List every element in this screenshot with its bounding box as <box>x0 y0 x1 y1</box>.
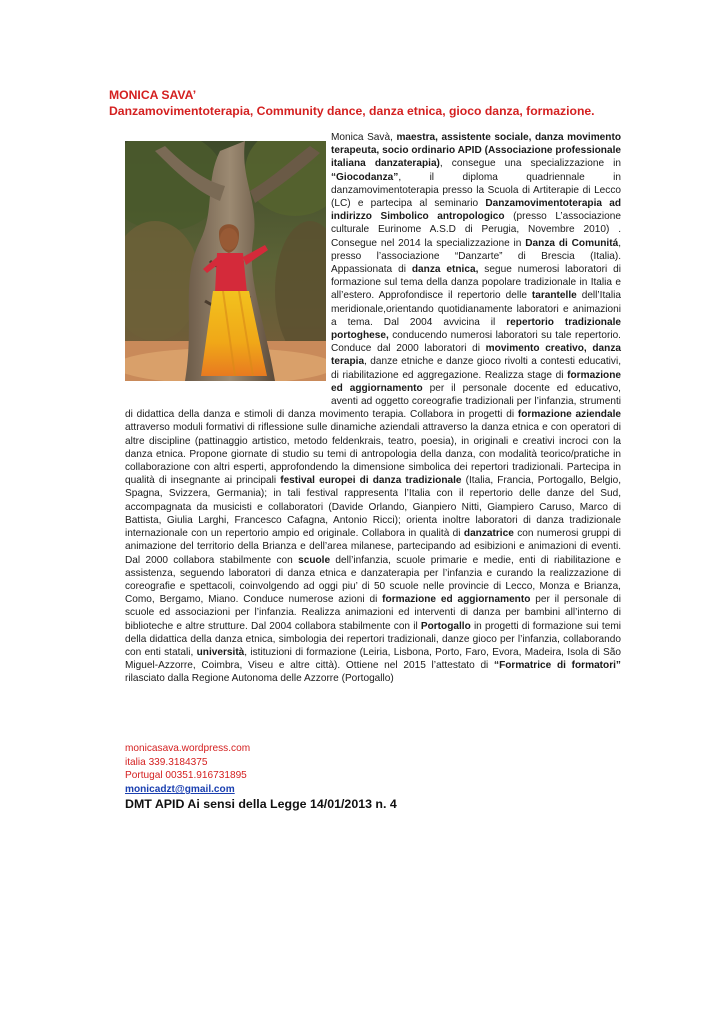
legal-note: DMT APID Ai sensi della Legge 14/01/2013 n. 4 <box>125 797 397 811</box>
bio-text-run: attraverso moduli formativi di riflessione sulle dinamiche aziendali attraverso la danza etnica e con operatori di altre discipline (pattinaggio artistico, metodo feldenkrais, teatro, poesia), in originali e creativi incroci con la danza etnica. Propone giornate di studio su temi di antropologia della danza, con modalità teorico/pratiche in collaborazione con altri esperti, approfondendo la dimensione simbolica dei repertori tradizionali. Partecipa in qualità di insegnante ai principali <box>125 422 621 487</box>
bio-text-run: dell’infanzia, scuole primarie e medie, enti di riabilitazione e assistenza, seguendo laboratori di danza etnica e danzaterapia per l’infanzia e curando la realizzazione di coreografie e spettacoli, coinvolgendo ad oggi piu’ di 50 scuole nelle provincie di Lecco, Monza e Brianza, Como, Bergamo, Miano. Conduce numerose azioni di <box>125 554 621 606</box>
bio-text-run: segue numerosi laboratori di formazione sul tema della danza popolare tradizionale in Italia e all’estero. Approfondisce il repertorio delle <box>331 264 622 302</box>
bio-emphasis: maestra, assistente sociale, danza movimento terapeuta, socio ordinario APID (Associazione professionale italiana danzaterapia) <box>331 132 621 170</box>
bio-emphasis: “Giocodanza” <box>331 171 399 183</box>
bio-emphasis: repertorio tradizionale portoghese, <box>331 316 621 342</box>
phone-italy: italia 339.3184375 <box>125 756 208 768</box>
bio-text-run: Monica Savà, <box>331 132 397 143</box>
bio-text-run: (presso L’associazione culturale Eurinome A.S.D di Perugia, Novembre 2010) . Consegue nel 2014 la specializzazione in <box>331 211 622 249</box>
bio-text-run: in progetti di formazione sui temi della didattica della danza etnica, simbologia dei repertori tradizionali, danze gioco per l’infanzia, collaborando con enti statali, <box>125 620 622 658</box>
bio-text-run: con numerosi gruppi di animazione del territorio della Brianza e dell’area milanese, partecipando ad esibizioni e animazioni di eventi. Dal 2000 collabora stabilmente con <box>125 528 622 566</box>
bio-emphasis: formazione ed aggiornamento <box>382 594 531 606</box>
bio-emphasis: festival europei di danza tradizionale <box>280 475 462 487</box>
bio-emphasis: Danza di Comunitá <box>525 237 619 249</box>
bio-text-run: , presso l’associazione “Danzarte” di Brescia (Italia). Appassionata di <box>331 237 621 276</box>
bio-text-run: , danze etniche e danze gioco rivolti a contesti educativi, di riabilitazione ed aggregazione. Realizza stage di <box>331 356 621 381</box>
bio-emphasis: università <box>196 646 245 658</box>
bio-emphasis: danza etnica, <box>411 264 479 276</box>
bio-emphasis: formazione ed aggiornamento <box>331 369 621 394</box>
bio-text-run: per il personale docente ed educativo, aventi ad oggetto coreografie tradizionali per l’infanzia, strumenti di didattica della danza e stimoli di danza movimento terapia. Collabora in progetti di <box>125 382 621 421</box>
bio-text-run: conducendo numerosi laboratori su tale repertorio. Conduce dal 2000 laboratori di <box>331 330 621 355</box>
bio-emphasis: Portogallo <box>420 620 471 632</box>
bio-text-run: per il personale di scuole ed associazioni per l’infanzia. Realizza animazioni ed interventi di danza per bambini all’interno di biblioteche e altre strutture. Dal 2004 collabora stabilmente con il <box>125 594 621 632</box>
contacts-block <box>125 742 250 797</box>
website-link[interactable]: monicasava.wordpress.com <box>125 743 251 754</box>
biography-text <box>125 131 621 686</box>
bio-emphasis: “Formatrice di formatori” <box>494 660 621 672</box>
bio-emphasis: Danzamovimentoterapia ad indirizzo Simbolico antropologico <box>331 198 621 223</box>
bio-text-run: dell’Italia meridionale,orientando quotidianamente laboratori e animazioni a tema. Dal 2004 avvicina il <box>331 290 621 328</box>
bio-emphasis: tarantelle <box>531 290 577 302</box>
bio-text-run: , istituzioni di formazione (Leiria, Lisbona, Porto, Faro, Evora, Madeira, Isola di São Miguel-Azzorre, Coimbra, Viseu e altre città). Ottiene nel 2015 l’attestato di <box>125 646 622 672</box>
author-name: MONICA SAVA’ <box>109 88 197 102</box>
bio-text-run: (Italia, Francia, Portogallo, Belgio, Spagna, Svizzera, Germania); in tali festival rappresenta l’Italia con il repertorio delle danze del Sud, accompagnata da musicisti e collaboratori (Davide Orlando, Gianpiero Nitti, Giampiero Caruso, Marco di Battista, Giulia Larghi, Francesco Cafagna, Antonio Ricci); orienta inoltre laboratori di danza tradizionale internazionale con un repertorio ampio ed originale. Collabora in qualità di <box>125 475 622 540</box>
phone-portugal: Portugal 00351.916731895 <box>125 770 247 782</box>
bio-text-run: , il diploma quadriennale in danzamovimentoterapia presso la Scuola di Artiterapie di Lecco (LC) e partecipa al seminario <box>331 171 621 210</box>
document-subtitle: Danzamovimentoterapia, Community dance, danza etnica, gioco danza, formazione. <box>109 104 595 118</box>
photo-spacer <box>125 131 331 401</box>
bio-emphasis: formazione aziendale <box>517 409 621 421</box>
bio-emphasis: movimento creativo, danza terapia <box>331 343 621 368</box>
bio-emphasis: danzatrice <box>463 528 514 540</box>
bio-emphasis: scuole <box>298 554 331 566</box>
bio-text-run: rilasciato dalla Regione Autonoma delle Azzorre (Portogallo) <box>125 673 394 685</box>
email-link[interactable]: monicadzt@gmail.com <box>125 784 235 796</box>
bio-text-run: , consegue una specializzazione in <box>439 158 621 170</box>
